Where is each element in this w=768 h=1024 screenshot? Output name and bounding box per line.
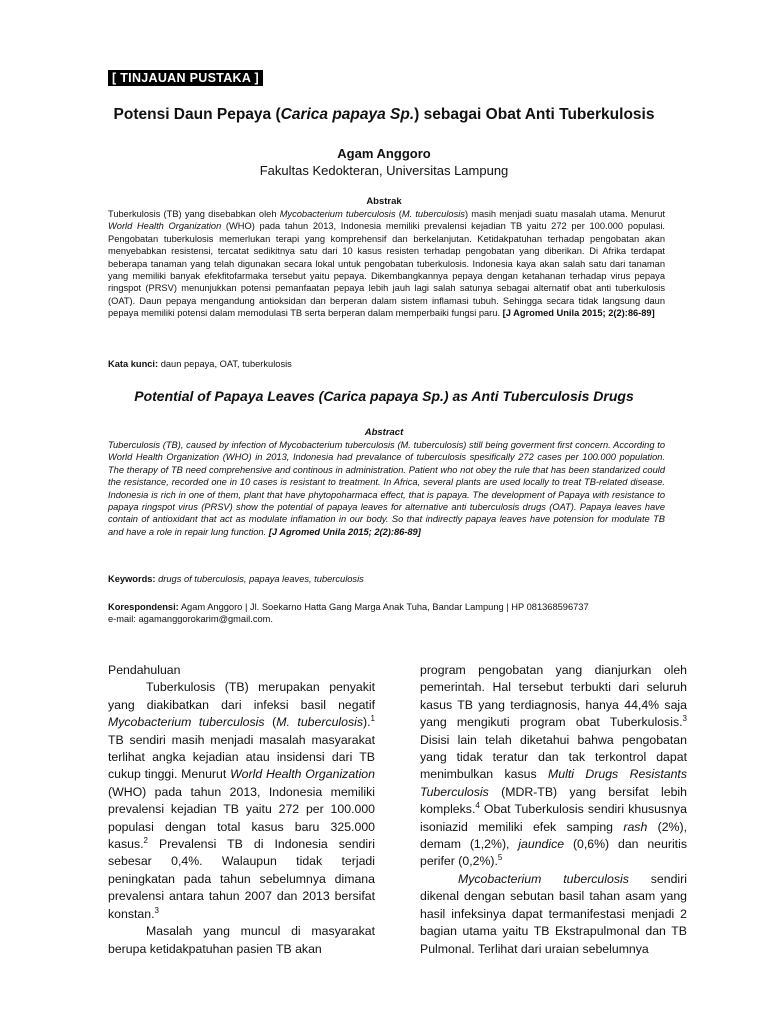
abstract-body: Tuberkulosis (TB) yang disebabkan oleh Mycobacterium tuberculosis (M. tuberculosis) masih menjadi suatu masalah utama. Menurut World Health Organization (WHO) pada tahun 2013, Indonesia memiliki prevalensi kejadian TB yaitu 272 per 100.000 populasi. Pengobatan tuberkulosis memerlukan terapi yang komprehensif dan berkelanjutan. Ketidakpatuhan terhadap pengobatan akan menyebabkan resistensi, tercatat sedikitnya satu dari 10 kasus resisten terhadap pengobatan yang diberikan. Di Afrika terdapat beberapa tanaman yang telah digunakan secara lokal untuk pengobatan tuberkulosis. Indonesia kaya akan salah satu dari tanaman yang memiliki banyak efekfitofarmaka tersebut yaitu pepaya. Dikembangkannya pepaya dengan ketahanan terhadap virus pepaya ringspot (PRSV) menunjukkan potensi pemanfaatan pepaya lebih jauh lagi salah satunya sebagai alternatif obat anti tuberkulosis (OAT). Daun pepaya mengandung antioksidan dan berperan dalam sistem inflamasi tubuh. Sehingga secara tidak langsung daun pepaya memiliki potensi dalam memodulasi TB serta berperan dalam memperbaiki fungsi paru. [J Agromed Unila 2015; 2(2):86-89] [108,209,666,319]
english-title: Potential of Papaya Leaves (Carica papaya Sp.) as Anti Tuberculosis Drugs [134,388,634,404]
author-name: Agam Anggoro [337,146,431,161]
author-affiliation: Fakultas Kedokteran, Universitas Lampung [259,163,509,178]
paragraph: Masalah yang muncul di masyarakat berupa ketidakpatuhan pasien TB akan [108,924,375,956]
abstract-heading: Abstrak [366,196,402,207]
keywords-en: Keywords: drugs of tuberculosis, papaya leaves, tuberculosis [108,574,364,584]
keywords-id: Kata kunci: daun pepaya, OAT, tuberkulosis [108,359,292,369]
paragraph: Tuberkulosis (TB) merupakan penyakit yang diakibatkan dari infeksi basil negatif Mycobacterium tuberculosis (M. tuberculosis).$^1$ TB sendiri masih menjadi masalah masyarakat terlihat angka kejadian atau insidensi dari TB cukup tinggi. Menurut World Health Organization (WHO) pada tahun 2013, Indonesia memiliki prevalensi kejadian TB yaitu 272 per 100.000 populasi dengan total kasus baru 325.000 kasus.$^2$ Prevalensi TB di Indonesia sendiri sebesar 0,4%. Walaupun tidak terjadi peningkatan pada tahun sebelumnya dimana prevalensi antara tahun 2007 dan 2013 bersifat konstan.$^3$ [108,680,375,921]
english-abstract-body: Tuberculosis (TB), caused by infection of Mycobacterium tuberculosis (M. tuberculosis) still being goverment first concern. According to World Health Organization (WHO) in 2013, Indonesia had prevalance of tuberculosis spesifically 272 cases per 100.000 population. The therapy of TB need comprehensive and continous in administration. Patient who not obey the rule that has been standarized could the resistance, recorded one in 10 cases is resistant to treatment. In Africa, several plants are used locally to treat TB-related disease. Indonesia is rich in one of them, plant that have phytopoharmaca effect, that is papaya. The development of Papaya with resistance to papaya ringspot virus (PRSV) show the potential of papaya leaves for alternative anti tuberculosis drugs (OAT). Papaya leaves have contain of antioxidant that act as modulate inflamation in our body. So that indirectly papaya leaves have potension for modulate TB and have a role in repair lung function. [J Agromed Unila 2015; 2(2):86-89] [108,440,665,537]
paragraph: Mycobacterium tuberculosis sendiri dikenal dengan sebutan basil tahan asam yang hasil infeksinya dapat termanifestasi menjadi 2 bagian utama yaitu TB Ekstrapulmonal dan TB Pulmonal. Terlihat dari uraian sebelumnya [420,871,687,956]
email-address: e-mail: agamanggorokarim@gmail.com. [108,614,273,625]
english-abstract-heading: Abstract [364,427,404,438]
correspondence: Korespondensi: Agam Anggoro | Jl. Soekarno Hatta Gang Marga Anak Tuha, Bandar Lampung | HP 081368596737 e-mail: agamanggorokarim@gmail.com. [108,602,589,625]
body-column-left [108,662,375,958]
paper-title: Potensi Daun Pepaya (Carica papaya Sp.) sebagai Obat Anti Tuberkulosis [113,106,655,123]
paragraph: program pengobatan yang dianjurkan oleh pemerintah. Hal tersebut terbukti dari seluruh kasus TB yang terdiagnosis, hanya 44,4% saja yang mengikuti program obat Tuberkulosis.$^3$ Disisi lain telah diketahui bahwa pengobatan yang tidak teratur dan tak terkontrol dapat menimbulkan kasus Multi Drugs Resistants Tuberculosis (MDR-TB) yang bersifat lebih kompleks.$^4$ Obat Tuberkulosis sendiri khususnya isoniazid memiliki efek samping rash (2%), demam (1,2%), jaundice (0,6%) dan neuritis perifer (0,2%).$^5$ [420,663,688,869]
section-tag: [ TINJAUAN PUSTAKA ] [108,70,263,86]
section-title: Pendahuluan [108,663,181,677]
body-column-right [420,662,687,958]
